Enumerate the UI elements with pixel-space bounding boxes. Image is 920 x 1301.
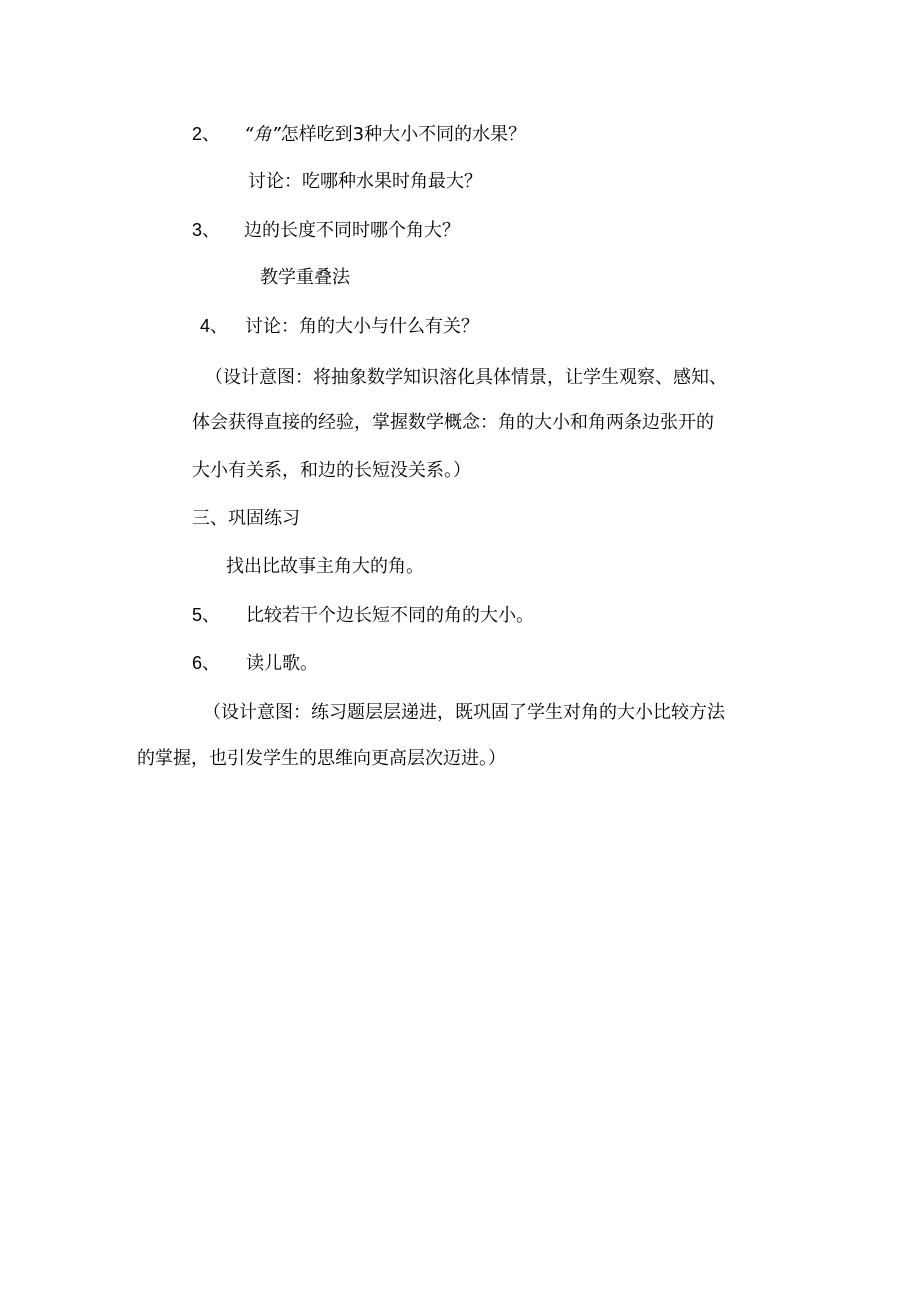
item-5 — [192, 603, 534, 628]
item-2-quote-open: “ — [244, 124, 254, 145]
section-3-heading: 三、巩固练习 — [192, 508, 300, 529]
item-6 — [192, 651, 318, 676]
item-5-number: 5、 — [192, 605, 221, 625]
item-6-number: 6、 — [192, 653, 221, 673]
item-2-quote-close: ” — [271, 124, 281, 145]
item-4-number: 4、 — [200, 316, 229, 336]
item-3 — [192, 218, 460, 243]
item-3-number: 3、 — [192, 220, 221, 240]
design-intent-1-line-3: 大小有关系，和边的长短没关系。） — [192, 460, 471, 481]
item-2-text: 怎样吃到3种大小不同的水果？ — [280, 124, 527, 145]
item-4 — [200, 314, 479, 339]
design-intent-1-line-1: （设计意图：将抽象数学知识溶化具体情景，让学生观察、感知、 — [205, 367, 727, 388]
item-2-number: 2、 — [192, 124, 221, 144]
design-intent-1-line-2: 体会获得直接的经验，掌握数学概念：角的大小和角两条边张开的 — [192, 412, 714, 433]
item-4-text: 讨论：角的大小与什么有关？ — [245, 316, 479, 337]
item-2-quote-word: 角 — [253, 124, 272, 145]
exercise-intro: 找出比故事主角大的角。 — [226, 556, 424, 577]
item-3-method: 教学重叠法 — [260, 267, 350, 288]
item-2 — [192, 122, 526, 147]
item-5-text: 比较若干个边长短不同的角的大小。 — [246, 605, 534, 626]
item-2-discussion: 讨论：吃哪种水果时角最大？ — [248, 171, 482, 192]
item-3-text: 边的长度不同时哪个角大？ — [244, 220, 460, 241]
design-intent-2-line-1: （设计意图：练习题层层递进，既巩固了学生对角的大小比较方法 — [203, 702, 725, 723]
item-6-text: 读儿歌。 — [246, 653, 318, 674]
design-intent-2-line-2: 的掌握，也引发学生的思维向更高层次迈进。） — [137, 748, 506, 769]
